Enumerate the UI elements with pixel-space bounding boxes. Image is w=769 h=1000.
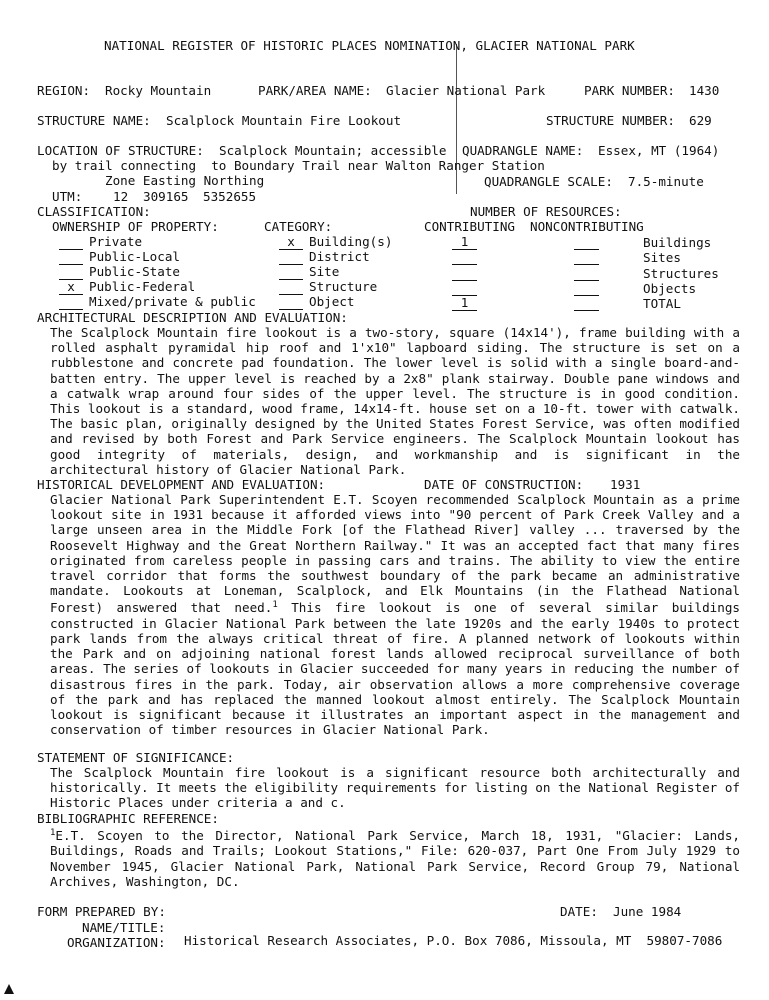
utm-zone: 12 — [113, 189, 129, 204]
sites-contributing[interactable] — [452, 250, 477, 265]
structure-name-label: STRUCTURE NAME: — [37, 113, 151, 128]
park-label: PARK/AREA NAME: — [258, 83, 372, 98]
location-label: LOCATION OF STRUCTURE: — [37, 143, 204, 158]
utm-northing: 5352655 — [203, 189, 257, 204]
architectural-text: The Scalplock Mountain fire lookout is a two-story, square (14x14'), frame building with a rolled asphalt pyramidal hip roof and 1'x10" lapboard siding. The structure is set on a rubblestone and concrete pad foundation. The lower level is solid with a single board-and-batten entry. The upper level is reached by a 2x8" plank stairway. Double pane windows and a catwalk wrap around four sides of the upper level. The structure is in good condition. This lookout is a standard, wood frame, 14x14-ft. house set on a 10-ft. tower with catwalk. The basic plan, originally designed by the United States Forest Service, was often modified and revised by both Forest and Park Service engineers. The Scalplock Mountain lookout has good integrity of materials, design, and workmanship and is significant in the architectural history of Glacier National Park. — [50, 325, 740, 477]
utm-label: UTM: — [52, 189, 83, 204]
contributing-label: CONTRIBUTING — [424, 219, 515, 234]
historical-heading: HISTORICAL DEVELOPMENT AND EVALUATION: — [37, 477, 326, 492]
significance-heading: STATEMENT OF SIGNIFICANCE: — [37, 750, 235, 765]
category-object-checkbox[interactable] — [279, 295, 303, 310]
category-structure-checkbox[interactable] — [279, 280, 303, 295]
ownership-public-federal-label: Public-Federal — [89, 279, 196, 294]
category-district-checkbox[interactable] — [279, 250, 303, 265]
buildings-noncontributing[interactable] — [574, 235, 599, 250]
objects-contributing[interactable] — [452, 281, 477, 296]
bibliography-heading: BIBLIOGRAPHIC REFERENCE: — [37, 811, 219, 826]
category-building-label: Building(s) — [309, 234, 393, 249]
ownership-public-local-checkbox[interactable] — [59, 250, 83, 265]
resources-label: NUMBER OF RESOURCES: — [470, 204, 622, 219]
form-date-value: June 1984 — [613, 904, 682, 919]
park-number-label: PARK NUMBER: — [584, 83, 675, 98]
ownership-public-state-label: Public-State — [89, 264, 180, 279]
objects-noncontributing[interactable] — [574, 281, 599, 296]
significance-text: The Scalplock Mountain fire lookout is a significant resource both architecturally and historically. It meets the eligibility requirements for listing on the National Register of Historic Places under criteria a and c. — [50, 765, 740, 811]
quadrangle-value: Essex, MT (1964) — [598, 143, 720, 158]
bibliography-footnote-mark: 1 — [50, 828, 56, 838]
quadrangle-label: QUADRANGLE NAME: — [462, 143, 584, 158]
buildings-contributing[interactable]: 1 — [452, 235, 477, 250]
resource-objects-label: Objects — [643, 281, 697, 296]
page-corner-mark — [4, 984, 14, 994]
footnote-mark: 1 — [272, 600, 278, 611]
classification-label: CLASSIFICATION: — [37, 204, 151, 219]
organization-label: ORGANIZATION: — [67, 935, 166, 950]
structure-number-label: STRUCTURE NUMBER: — [546, 113, 675, 128]
bibliography-text — [50, 826, 740, 889]
quadrangle-scale-value: 7.5-minute — [628, 174, 704, 189]
ownership-mixed-checkbox[interactable] — [59, 295, 83, 310]
ownership-public-local-label: Public-Local — [89, 249, 180, 264]
location-line1: Scalplock Mountain; accessible — [219, 143, 447, 158]
ownership-mixed-label: Mixed/private & public — [89, 294, 256, 309]
construction-date-value: 1931 — [610, 477, 641, 492]
total-contributing[interactable]: 1 — [452, 296, 477, 311]
region-value: Rocky Mountain — [105, 83, 212, 98]
resource-structures-label: Structures — [643, 266, 719, 281]
sites-noncontributing[interactable] — [574, 250, 599, 265]
park-number-value: 1430 — [689, 83, 720, 98]
resource-total-label: TOTAL — [643, 296, 681, 311]
organization-value: Historical Research Associates, P.O. Box 7086, Missoula, MT 59807-7086 — [184, 933, 723, 948]
architectural-heading: ARCHITECTURAL DESCRIPTION AND EVALUATION: — [37, 310, 348, 325]
category-object-label: Object — [309, 294, 355, 309]
category-building-checkbox[interactable]: x — [279, 235, 303, 250]
total-noncontributing[interactable] — [574, 296, 599, 311]
location-line2: by trail connecting to Boundary Trail near Walton Ranger Station — [52, 158, 545, 173]
category-district-label: District — [309, 249, 370, 264]
form-date-label: DATE: — [560, 904, 598, 919]
resource-buildings-label: Buildings — [643, 235, 712, 250]
utm-zone-header: Zone Easting Northing — [105, 173, 265, 188]
bibliography-citation: E.T. Scoyen to the Director, National Park Service, March 18, 1931, "Glacier: Lands, Buildings, Roads and Trails; Lookout Stations," File: 620-037, Part One From July 1929 to November 1945, Glacier National Park, National Park Service, Record Group 79, National Archives, Washington, DC. — [50, 828, 740, 889]
structures-contributing[interactable] — [452, 266, 477, 281]
construction-date-label: DATE OF CONSTRUCTION: — [424, 477, 584, 492]
utm-easting: 309165 — [143, 189, 189, 204]
category-label: CATEGORY: — [264, 219, 333, 234]
ownership-private-checkbox[interactable] — [59, 235, 83, 250]
resource-sites-label: Sites — [643, 250, 681, 265]
historical-text-part2: This fire lookout is one of several similar buildings constructed in Glacier National Park between the late 1920s and the early 1940s to protect park lands from the always critical threat of fire. A planned network of lookouts within the Park and on adjoining national forest lands allowed reciprocal surveillance of both areas. The series of lookouts in Glacier succeeded for many years in reducing the number of disastrous fires in the park. Today, air observation allows a more comprehensive coverage of the park and has replaced the manned lookout almost entirely. The Scalplock Mountain lookout is significant because it illustrates an important aspect in the management and conservation of timber resources in Glacier National Park. — [50, 600, 740, 738]
name-title-label: NAME/TITLE: — [82, 920, 166, 935]
park-value: Glacier National Park — [386, 83, 546, 98]
historical-text-part1: Glacier National Park Superintendent E.T. Scoyen recommended Scalplock Mountain as a prime lookout site in 1931 because it afforded views into "90 percent of Park Creek Valley and a large unseen area in the Middle Fork [of the Flathead River] valley ... traversed by the Roosevelt Highway and the Great Northern Railway." It was an accepted fact that many fires originated from careless people in passing cars and trains. The ability to view the entire travel corridor that forms the southwest boundary of the park became an administrative mandate. Lookouts at Loneman, Scalplock, and Elk Mountains (in the Flathead National Forest) answered that need. — [50, 492, 740, 616]
category-site-checkbox[interactable] — [279, 265, 303, 280]
region-label: REGION: — [37, 83, 91, 98]
ownership-public-state-checkbox[interactable] — [59, 265, 83, 280]
quadrangle-scale-label: QUADRANGLE SCALE: — [484, 174, 613, 189]
structure-number-value: 629 — [689, 113, 712, 128]
category-site-label: Site — [309, 264, 340, 279]
page-title: NATIONAL REGISTER OF HISTORIC PLACES NOMINATION, GLACIER NATIONAL PARK — [104, 38, 635, 53]
ownership-public-federal-checkbox[interactable]: x — [59, 280, 83, 295]
structure-name-value: Scalplock Mountain Fire Lookout — [166, 113, 402, 128]
category-structure-label: Structure — [309, 279, 378, 294]
ownership-private-label: Private — [89, 234, 143, 249]
ownership-label: OWNERSHIP OF PROPERTY: — [52, 219, 219, 234]
structures-noncontributing[interactable] — [574, 266, 599, 281]
noncontributing-label: NONCONTRIBUTING — [530, 219, 644, 234]
historical-text — [50, 492, 740, 737]
form-prepared-label: FORM PREPARED BY: — [37, 904, 166, 919]
